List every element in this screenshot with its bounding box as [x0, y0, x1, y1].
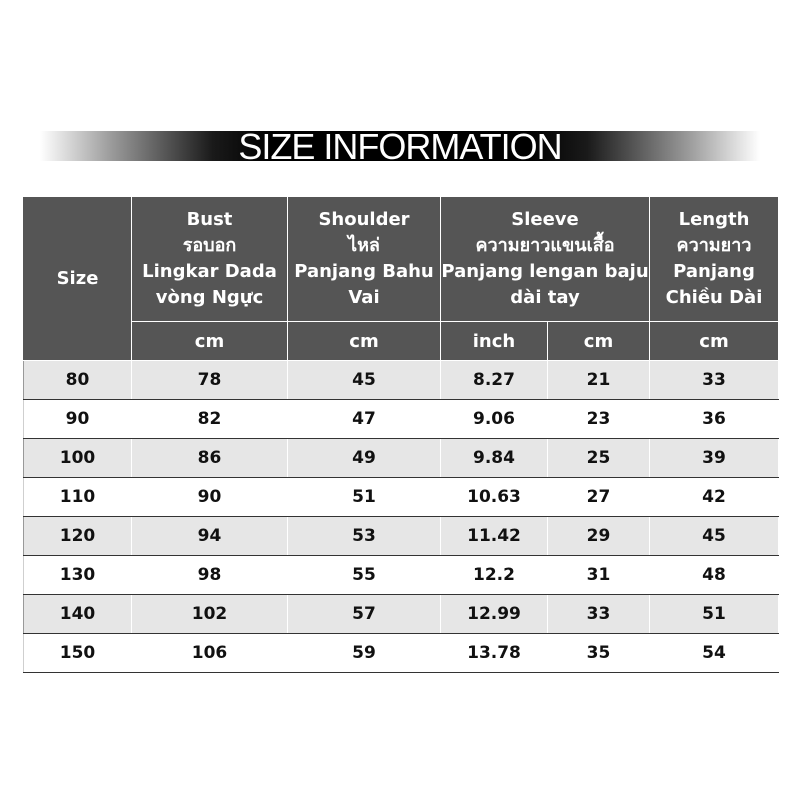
unit-shoulder: cm [288, 322, 441, 361]
cell-bust: 90 [132, 478, 288, 517]
cell-shoulder: 47 [288, 400, 441, 439]
cell-length: 48 [650, 556, 779, 595]
cell-bust: 78 [132, 361, 288, 400]
cell-bust: 86 [132, 439, 288, 478]
unit-bust: cm [132, 322, 288, 361]
cell-size: 150 [24, 634, 132, 673]
cell-size: 110 [24, 478, 132, 517]
table-row [24, 556, 779, 595]
table-row [24, 634, 779, 673]
cell-length: 45 [650, 517, 779, 556]
page-title: SIZE INFORMATION [238, 126, 562, 167]
cell-sleeve-cm: 23 [548, 400, 650, 439]
cell-bust: 106 [132, 634, 288, 673]
cell-size: 130 [24, 556, 132, 595]
cell-size: 140 [24, 595, 132, 634]
cell-bust: 82 [132, 400, 288, 439]
cell-size: 120 [24, 517, 132, 556]
cell-length: 51 [650, 595, 779, 634]
cell-sleeve-inch: 12.99 [441, 595, 548, 634]
cell-sleeve-inch: 10.63 [441, 478, 548, 517]
cell-bust: 94 [132, 517, 288, 556]
cell-sleeve-inch: 8.27 [441, 361, 548, 400]
table-body [24, 361, 779, 673]
cell-length: 36 [650, 400, 779, 439]
unit-length: cm [650, 322, 779, 361]
table-row [24, 517, 779, 556]
cell-sleeve-cm: 21 [548, 361, 650, 400]
cell-length: 39 [650, 439, 779, 478]
cell-bust: 102 [132, 595, 288, 634]
unit-sleeve-cm: cm [548, 322, 650, 361]
cell-sleeve-cm: 33 [548, 595, 650, 634]
cell-sleeve-inch: 9.06 [441, 400, 548, 439]
cell-size: 90 [24, 400, 132, 439]
header-shoulder: Shoulder ไหล่ Panjang Bahu Vai [288, 197, 441, 322]
header-length: Length ความยาว Panjang Chiều Dài [650, 197, 779, 322]
cell-shoulder: 53 [288, 517, 441, 556]
header-bust: Bust รอบอก Lingkar Dada vòng Ngực [132, 197, 288, 322]
cell-sleeve-inch: 11.42 [441, 517, 548, 556]
cell-size: 80 [24, 361, 132, 400]
cell-sleeve-cm: 27 [548, 478, 650, 517]
table-row [24, 361, 779, 400]
cell-length: 33 [650, 361, 779, 400]
cell-sleeve-inch: 9.84 [441, 439, 548, 478]
cell-length: 54 [650, 634, 779, 673]
cell-length: 42 [650, 478, 779, 517]
cell-shoulder: 49 [288, 439, 441, 478]
table-row [24, 478, 779, 517]
cell-bust: 98 [132, 556, 288, 595]
table-row [24, 439, 779, 478]
table-row [24, 400, 779, 439]
cell-shoulder: 45 [288, 361, 441, 400]
header-size: Size [24, 197, 132, 361]
table-row [24, 595, 779, 634]
cell-sleeve-cm: 25 [548, 439, 650, 478]
size-table [23, 196, 779, 673]
cell-sleeve-inch: 12.2 [441, 556, 548, 595]
header-sleeve: Sleeve ความยาวแขนเสื้อ Panjang lengan baju dài tay [441, 197, 650, 322]
cell-shoulder: 55 [288, 556, 441, 595]
cell-shoulder: 51 [288, 478, 441, 517]
cell-sleeve-inch: 13.78 [441, 634, 548, 673]
cell-size: 100 [24, 439, 132, 478]
cell-shoulder: 59 [288, 634, 441, 673]
cell-sleeve-cm: 31 [548, 556, 650, 595]
cell-sleeve-cm: 35 [548, 634, 650, 673]
cell-sleeve-cm: 29 [548, 517, 650, 556]
cell-shoulder: 57 [288, 595, 441, 634]
unit-sleeve-inch: inch [441, 322, 548, 361]
